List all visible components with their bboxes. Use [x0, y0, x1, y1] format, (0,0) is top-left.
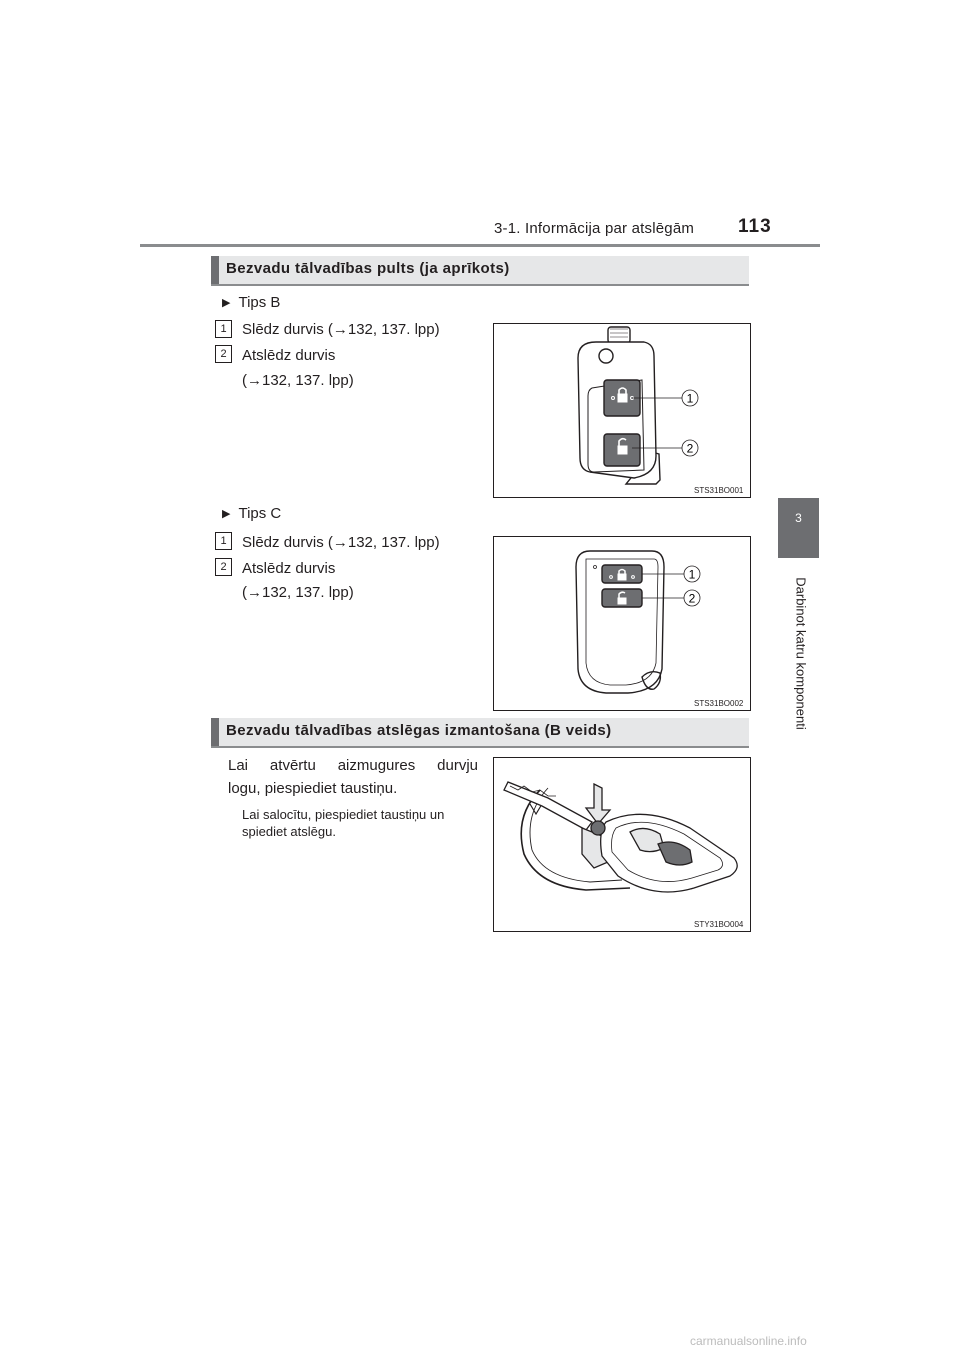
section-heading-remote: Bezvadu tālvadības pults (ja aprīkots): [211, 256, 749, 286]
item-number-2: 2: [215, 558, 232, 576]
figure-key-type-c: [493, 536, 751, 711]
flip-key-illustration: [494, 324, 750, 497]
chapter-tab: 3: [778, 498, 819, 558]
callout-2: 2: [686, 441, 694, 456]
lock-doors-text: Slēdz durvis (→132, 137. lpp): [242, 321, 440, 338]
figure-key-type-b: [493, 323, 751, 498]
unlock-doors-text: Atslēdz durvis: [242, 560, 336, 577]
smart-key-illustration: [494, 537, 750, 710]
triangle-bullet-icon: ▶: [222, 297, 231, 309]
chapter-tab-label: Darbinot katru komponenti: [793, 577, 809, 730]
unlock-doors-ref: (→132, 137. lpp): [242, 584, 354, 601]
figure-code: STS31BO002: [694, 699, 744, 708]
callout-1: 1: [686, 391, 694, 406]
type-c-label: ▶ Tips C: [222, 505, 282, 522]
triangle-bullet-icon: ▶: [222, 508, 231, 520]
callout-2: 2: [688, 591, 696, 606]
figure-code: STS31BO001: [694, 486, 744, 495]
item-number-2: 2: [215, 345, 232, 363]
section-heading-flip-key: Bezvadu tālvadības atslēgas izmantošana (B veids): [211, 718, 749, 748]
page-number: 113: [738, 216, 772, 237]
flip-key-open-illustration: [494, 758, 750, 931]
header-rule: [140, 244, 820, 247]
flip-key-instruction-line2: logu, piespiediet taustiņu.: [228, 780, 398, 797]
watermark: carmanualsonline.info: [690, 1334, 807, 1348]
flip-key-instruction-line1: Lai atvērtu aizmugures durvju: [228, 757, 478, 774]
unlock-doors-ref: (→132, 137. lpp): [242, 372, 354, 389]
item-number-1: 1: [215, 320, 232, 338]
chapter-title: 3-1. Informācija par atslēgām: [494, 220, 695, 237]
type-b-label: ▶ Tips B: [222, 294, 281, 311]
figure-code: STY31BO004: [694, 920, 744, 929]
callout-1: 1: [688, 567, 696, 582]
figure-flip-key-usage: [493, 757, 751, 932]
lock-doors-text: Slēdz durvis (→132, 137. lpp): [242, 534, 440, 551]
fold-note-line1: Lai salocītu, piespiediet taustiņu un: [242, 807, 445, 822]
item-number-1: 1: [215, 532, 232, 550]
fold-note-line2: spiediet atslēgu.: [242, 824, 336, 839]
unlock-doors-text: Atslēdz durvis: [242, 347, 336, 364]
